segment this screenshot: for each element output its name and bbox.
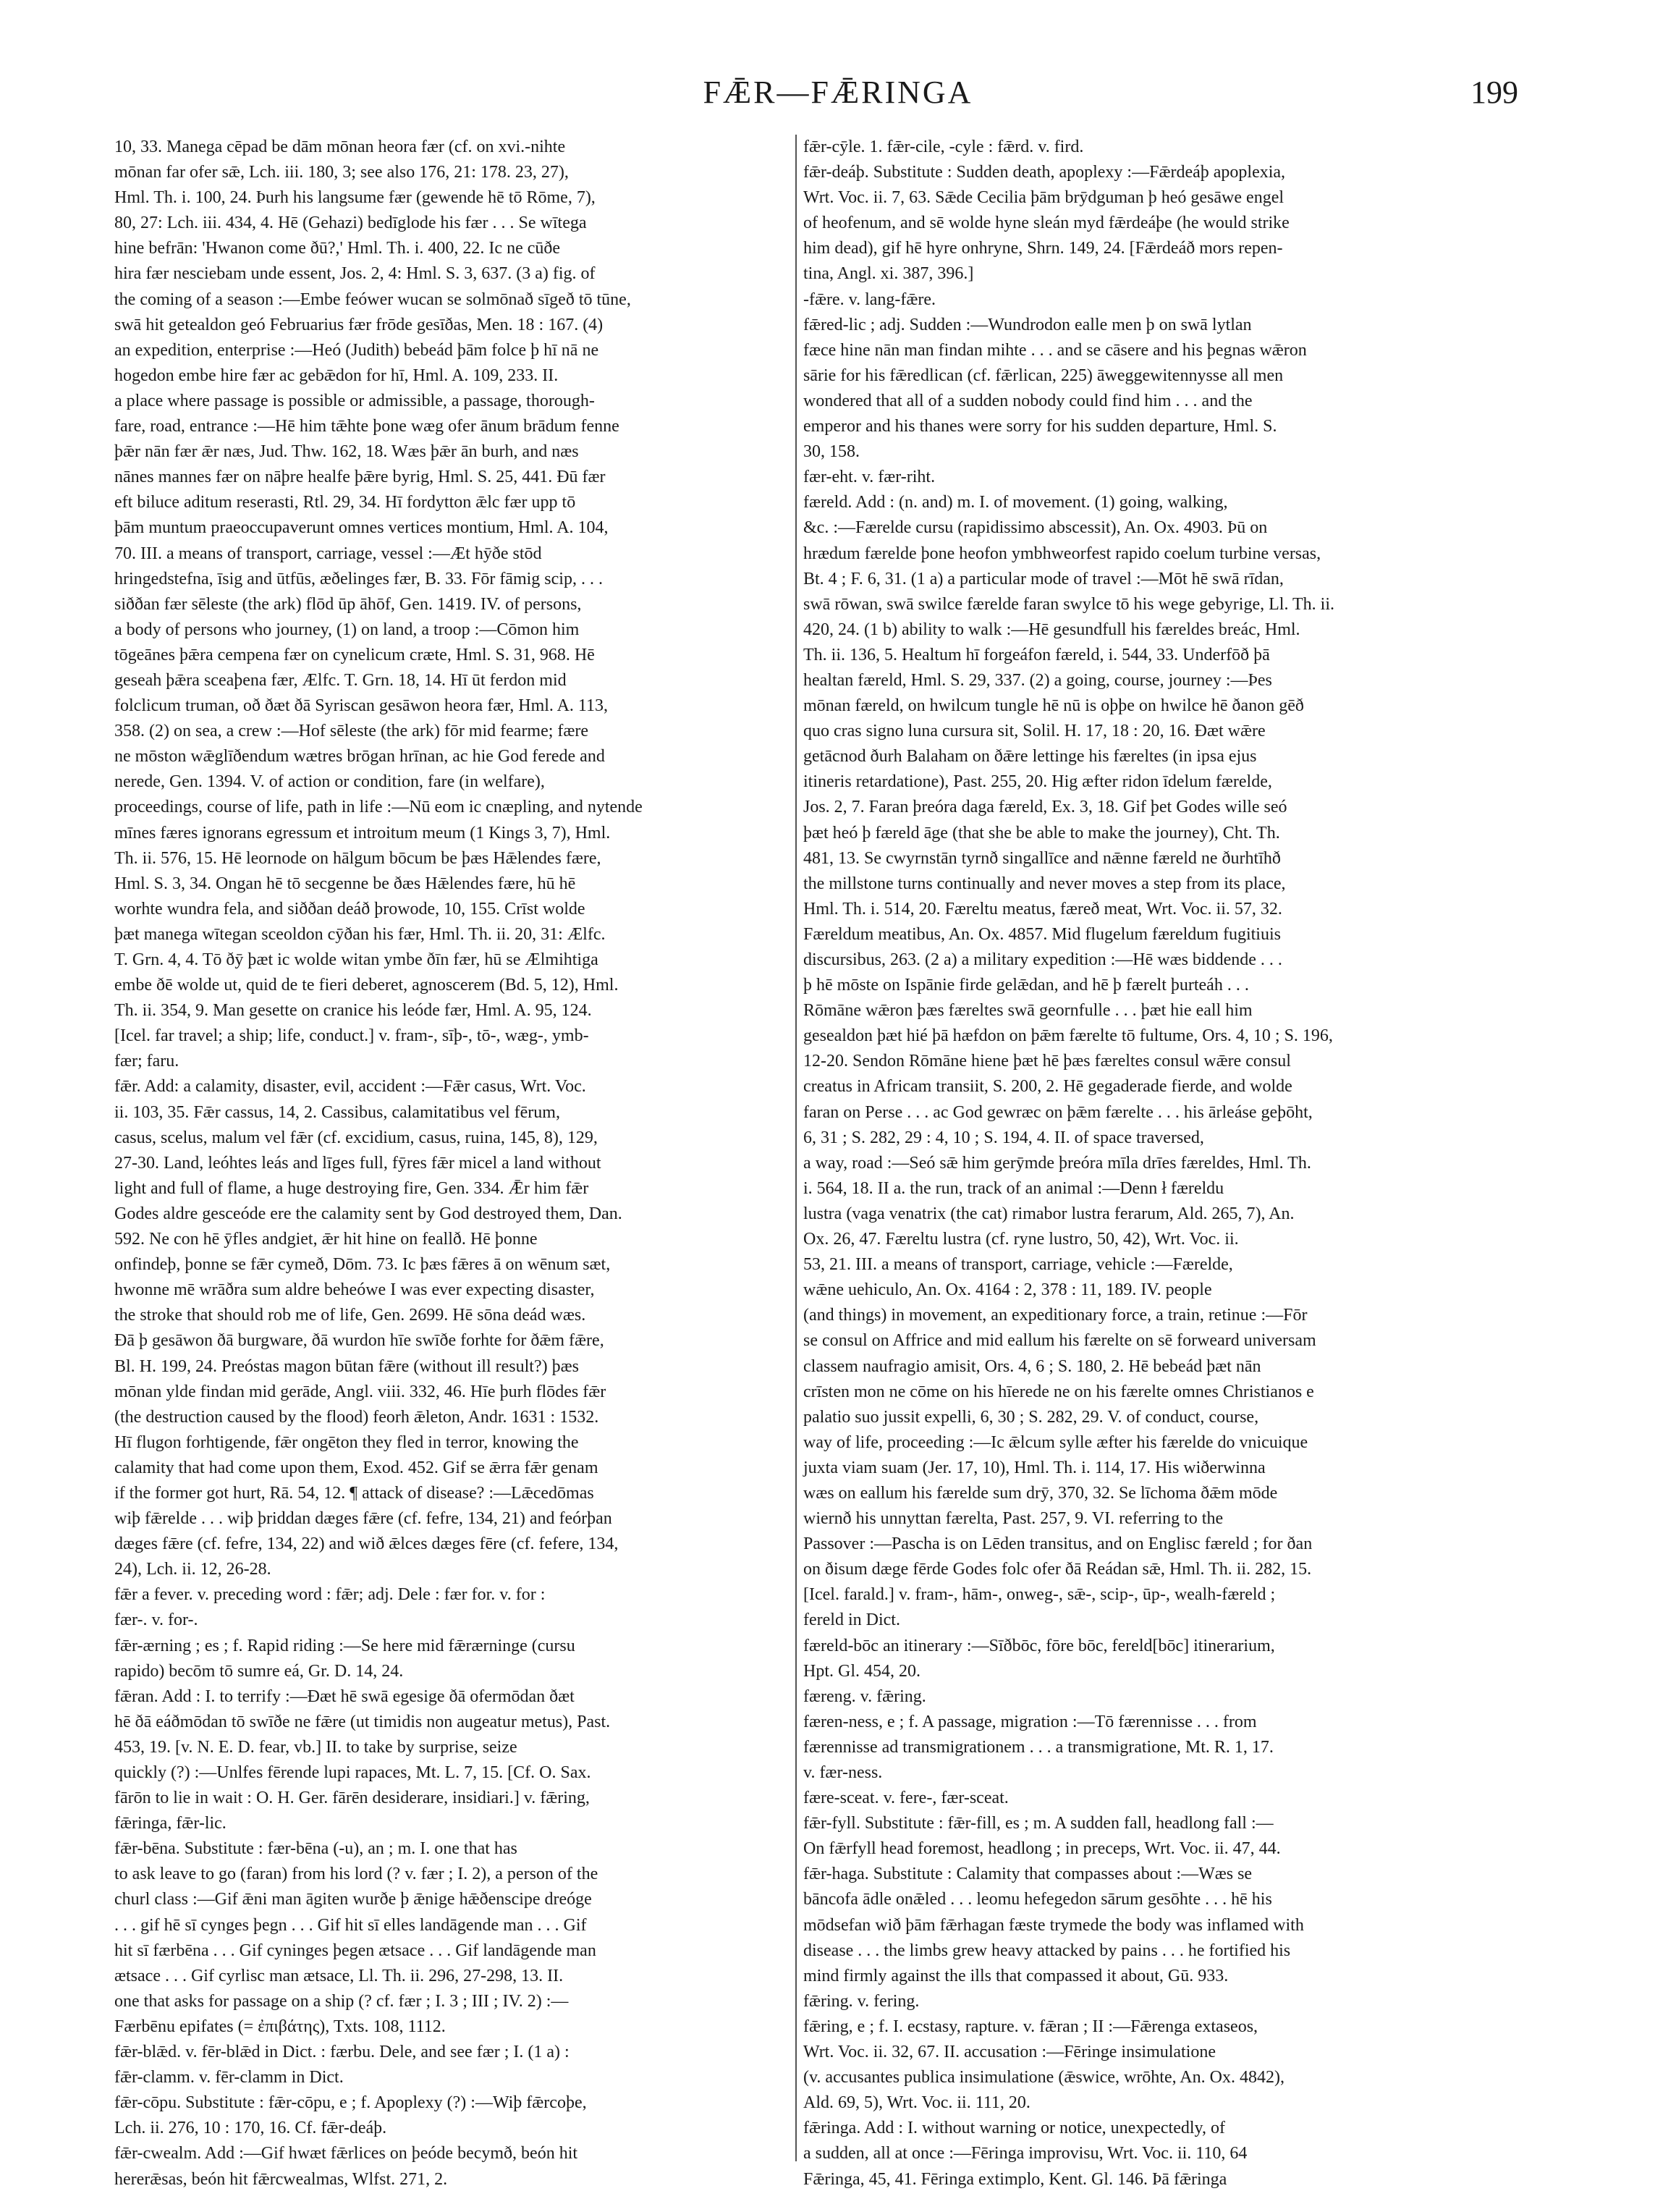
text-line: Wrt. Voc. ii. 32, 67. II. accusation :—Fēringe insimulatione [803,2043,1216,2062]
text-line: way of life, proceeding :—Ic ǣlcum sylle æfter his færelde do vnicuique [803,1432,1308,1452]
text-line: a body of persons who journey, (1) on land, a troop :—Cōmon him [114,620,580,639]
text-line: Bl. H. 199, 24. Preóstas magon būtan fǣre (without ill result?) þæs [114,1356,579,1376]
text-line: fārōn to lie in wait : O. H. Ger. fārēn desiderare, insidiari.] v. fǣring, [114,1789,590,1808]
text-line: . . . gif hē sī cynges þegn . . . Gif hit sī elles landāgende man . . . Gif [114,1915,587,1935]
text-line: wiþ fǣrelde . . . wiþ þriddan dæges fǣre (cf. fefre, 134, 21) and feórþan [114,1509,612,1529]
text-line: churl class :—Gif ǣni man āgiten wurðe þ ǣnige hǣðenscipe dreóge [114,1890,592,1909]
text-line: 10, 33. Manega cēpad be dām mōnan heora fær (cf. on xvi.-nihte [114,138,566,156]
text-line: -fǣre. v. lang-fǣre. [803,290,936,309]
text-line: Ox. 26, 47. Færeltu lustra (cf. ryne lustro, 50, 42), Wrt. Voc. ii. [803,1230,1239,1249]
text-line: fǣran. Add : I. to terrify :—Ðæt hē swā egesige ðā ofermōdan ðæt [114,1687,575,1706]
text-line: healtan færeld, Hml. S. 29, 337. (2) a going, course, journey :—Þes [803,670,1272,690]
text-line: hira fær nesciebam unde essent, Jos. 2, 4: Hml. S. 3, 637. (3 a) fig. of [114,264,596,284]
text-line: juxta viam suam (Jer. 17, 10), Hml. Th. i. 114, 17. His wiðerwinna [803,1458,1266,1477]
text-line: folclicum truman, oð ðæt ðā Syriscan gesāwon heora fær, Hml. A. 113, [114,696,609,716]
text-line: tōgeānes þǣra cempena fær on cynelicum cræte, Hml. S. 31, 968. Hē [114,645,595,664]
text-line: classem naufragio amisit, Ors. 4, 6 ; S. 180, 2. Hē bebeád þæt nān [803,1356,1261,1376]
text-line: se consul on Affrice and mid eallum his færelte on sē forweard universam [803,1331,1316,1351]
text-line: a place where passage is possible or admissible, a passage, thorough- [114,391,595,410]
text-line: itineris retardatione), Past. 255, 20. Hig æfter ridon īdelum færelde, [803,772,1272,792]
text-line: fær; faru. [114,1052,179,1071]
text-line: fǣr-haga. Substitute : Calamity that compasses about :—Wæs se [803,1865,1253,1884]
text-line: Lch. ii. 276, 10 : 170, 16. Cf. fǣr-deáþ. [114,2119,387,2138]
text-line: fǣring. v. fering. [803,1991,920,2011]
text-line: Hml. S. 3, 34. Ongan hē tō secgenne be ðæs Hǣlendes fære, hū hē [114,874,576,893]
text-line: fǣr-cōpu. Substitute : fǣr-cōpu, e ; f. Apoplexy (?) :—Wiþ fǣrcoþe, [114,2093,587,2113]
text-line: embe ðē wolde ut, quid de te fieri deberet, agnoscerem (Bd. 5, 12), Hml. [114,976,619,995]
text-line: a way, road :—Seó sǣ him gerȳmde þreóra mīla drīes færeldes, Hml. Th. [803,1153,1311,1173]
text-line: mīnes færes ignorans egressum et introitum meum (1 Kings 3, 7), Hml. [114,823,611,843]
text-line: of heofenum, and sē wolde hyne sleán myd fǣrdeáþe (he would strike [803,214,1290,233]
text-line: the millstone turns continually and never moves a step from its place, [803,874,1286,893]
text-line: hringedstefna, īsig and ūtfūs, æðelinges fær, B. 33. Fōr fāmig scip, . . . [114,569,603,588]
right-column [803,135,1527,2189]
text-line: getācnod ðurh Balaham on ðǣre lettinge his færeltes (in ipsa ejus [803,747,1257,767]
text-line: ne mōston wǣglīðendum wætres brōgan hrīnan, ac hie God ferede and [114,747,605,767]
text-line: færeld. Add : (n. and) m. I. of movement. (1) going, walking, [803,493,1228,512]
text-line: Hml. Th. i. 514, 20. Færeltu meatus, færeð meat, Wrt. Voc. ii. 57, 32. [803,899,1282,919]
text-line: 420, 24. (1 b) ability to walk :—Hē gesundfull his færeldes breác, Hml. [803,620,1300,639]
text-line: one that asks for passage on a ship (? cf. fær ; I. 3 ; III ; IV. 2) :— [114,1991,569,2011]
text-line: (v. accusantes publica insimulatione (ǣswice, wrōhte, An. Ox. 4842), [803,2068,1284,2088]
text-line: swā hit getealdon geó Februarius fær frōde gesīðas, Men. 18 : 167. (4) [114,315,604,334]
text-line: sārie for his fǣredlican (cf. fǣrlican, 225) āweggewitennysse all men [803,366,1284,385]
text-line: the coming of a season :—Embe feówer wucan se solmōnað sīgeð tō tūne, [114,290,631,309]
text-line: fǣr-clamm. v. fēr-clamm in Dict. [114,2068,344,2088]
text-line: 592. Ne con hē ȳfles andgiet, ǣr hit hine on feallð. Hē þonne [114,1230,538,1249]
text-line: Rōmāne wǣron þæs færeltes swā geornfulle . . . þæt hie eall him [803,1001,1253,1021]
text-line: 12-20. Sendon Rōmāne hiene þæt hē þæs færeltes consul wǣre consul [803,1052,1291,1071]
text-line: ætsace . . . Gif cyrlisc man ætsace, Ll. Th. ii. 296, 27-298, 13. II. [114,1966,564,1985]
text-line: hrædum færelde þone heofon ymbhweorfest rapido coelum turbine versas, [803,544,1321,563]
text-line: Bt. 4 ; F. 6, 31. (1 a) a particular mode of travel :—Mōt hē swā rīdan, [803,569,1284,588]
text-line: 30, 158. [803,442,860,462]
text-line: Hpt. Gl. 454, 20. [803,1661,920,1681]
text-line: if the former got hurt, Rā. 54, 12. ¶ attack of disease? :—Lǣcedōmas [114,1483,594,1503]
text-line: quo cras signo luna cursura sit, Solil. H. 17, 18 : 20, 16. Ðæt wǣre [803,722,1266,741]
text-line: þām muntum praeoccupaverunt omnes vertices montium, Hml. A. 104, [114,518,609,538]
text-line: fǣr-ærning ; es ; f. Rapid riding :—Se here mid fǣrærninge (cursu [114,1636,575,1655]
running-title: FǢR—FǢRINGA [703,75,973,110]
text-line: 358. (2) on sea, a crew :—Hof sēleste (the ark) fōr mid fearme; fære [114,722,589,741]
text-line: v. fær-ness. [803,1763,883,1782]
text-line: 481, 13. Se cwyrnstān tyrnð singallīce and nǣnne færeld ne ðurhtīhð [803,848,1281,868]
text-line: Th. ii. 354, 9. Man gesette on cranice his leóde fær, Hml. A. 95, 124. [114,1001,592,1021]
text-line: nānes mannes fær on nāþre healfe þǣre byrig, Hml. S. 25, 441. Ðū fær [114,468,606,487]
text-line: creatus in Africam transiit, S. 200, 2. Hē gegaderade fierde, and wolde [803,1077,1292,1097]
text-line: fare, road, entrance :—Hē him tǣhte þone wæg ofer ānum brādum fenne [114,417,619,436]
text-line: fǣringa, fǣr-lic. [114,1814,227,1833]
text-line: geseah þǣra sceaþena fær, Ælfc. T. Grn. 18, 14. Hī ūt ferdon mid [114,670,567,690]
text-line: hwonne mē wrāðra sum aldre beheówe I was ever expecting disaster, [114,1280,595,1300]
text-line: (the destruction caused by the flood) feorh ǣleton, Andr. 1631 : 1532. [114,1407,599,1427]
text-line: fǣr-cȳle. 1. fǣr-cile, -cyle : fǣrd. v. fird. [803,138,1084,156]
text-line: fǣred-lic ; adj. Sudden :—Wundrodon ealle men þ on swā lytlan [803,315,1252,334]
text-line: fǣr-deáþ. Substitute : Sudden death, apoplexy :—Fǣrdeáþ apoplexia, [803,163,1286,182]
text-line: tina, Angl. xi. 387, 396.] [803,264,974,284]
text-line: færennisse ad transmigrationem . . . a transmigratione, Mt. R. 1, 17. [803,1737,1274,1757]
text-line: fereld in Dict. [803,1611,900,1630]
text-line: mōnan far ofer sǣ, Lch. iii. 180, 3; see also 176, 21: 178. 23, 27), [114,163,569,182]
text-line: on ðisum dæge fērde Godes folc ofer ðā Reádan sǣ, Hml. Th. ii. 282, 15. [803,1560,1312,1579]
text-line: wondered that all of a sudden nobody could find him . . . and the [803,391,1253,410]
running-head [0,74,1676,117]
text-line: onfindeþ, þonne se fǣr cymeð, Dōm. 73. Ic þæs fǣres ā on wēnum sæt, [114,1255,611,1275]
text-line: light and full of flame, a huge destroying fire, Gen. 334. Ǣr him fǣr [114,1178,589,1198]
text-line: worhte wundra fela, and siððan deáð þrowode, 10, 155. Crīst wolde [114,899,585,919]
text-line: mōnan færeld, on hwilcum tungle hē nū is oþþe on hwilce hē ðanon gēð [803,696,1304,716]
page-number: 199 [1470,75,1518,110]
text-line: þæt heó þ færeld āge (that she be able to make the journey), Cht. Th. [803,823,1280,843]
text-line: 453, 19. [v. N. E. D. fear, vb.] II. to take by surprise, seize [114,1737,517,1757]
text-line: fære-sceat. v. fere-, fær-sceat. [803,1789,1009,1808]
text-line: mōnan ylde findan mid gerāde, Angl. viii. 332, 46. Hīe þurh flōdes fǣr [114,1382,606,1401]
text-line: a sudden, all at once :—Fēringa improvisu, Wrt. Voc. ii. 110, 64 [803,2144,1248,2164]
text-line: nerede, Gen. 1394. V. of action or condition, fare (in welfare), [114,772,545,792]
text-line: Jos. 2, 7. Faran þreóra daga færeld, Ex. 3, 18. Gif þet Godes wille seó [803,798,1287,817]
text-line: Ðā þ gesāwon ðā burgware, ðā wurdon hīe swīðe forhte for ðǣm fǣre, [114,1331,604,1351]
text-line: discursibus, 263. (2 a) a military expedition :—Hē wæs biddende . . . [803,950,1282,969]
text-line: Fǣringa, 45, 41. Fēringa extimplo, Kent. Gl. 146. Þā fǣringa [803,2169,1227,2189]
text-line: fær-eht. v. fær-riht. [803,468,936,487]
text-line: casus, scelus, malum vel fǣr (cf. excidium, casus, ruina, 145, 8), 129, [114,1128,598,1147]
text-line: eft biluce aditum reserasti, Rtl. 29, 34. Hī fordytton ǣlc fær upp tō [114,493,576,512]
text-line: ii. 103, 35. Fǣr cassus, 14, 2. Cassibus, calamitatibus vel fērum, [114,1102,560,1122]
text-line: fær-. v. for-. [114,1611,198,1630]
text-line: Passover :—Pascha is on Lēden transitus, and on Englisc færeld ; for ðan [803,1535,1313,1554]
text-line: (and things) in movement, an expeditionary force, a train, retinue :—Fōr [803,1306,1308,1325]
text-line: him dead), gif hē hyre onhryne, Shrn. 149, 24. [Fǣrdeáð mors repen- [803,239,1283,258]
text-line: þæt manega wītegan sceoldon cȳðan his fær, Hml. Th. ii. 20, 31: Ælfc. [114,924,606,944]
text-line: þǣr nān fær ǣr næs, Jud. Thw. 162, 18. Wæs þǣr ān burh, and næs [114,442,579,462]
text-line: wiernð his unnyttan færelta, Past. 257, 9. VI. referring to the [803,1509,1224,1529]
text-line: 53, 21. III. a means of transport, carriage, vehicle :—Færelde, [803,1255,1233,1275]
text-line: Wrt. Voc. ii. 7, 63. Sǣde Cecilia þām brȳdguman þ heó gesāwe engel [803,188,1284,208]
text-line: Th. ii. 136, 5. Healtum hī forgeáfon færeld, i. 544, 33. Underfōð þā [803,645,1270,664]
text-line: crīsten mon ne cōme on his hīerede ne on his færelte omnes Christianos e [803,1382,1314,1401]
text-line: to ask leave to go (faran) from his lord (? v. fær ; I. 2), a person of the [114,1865,598,1884]
text-line: On fǣrfyll head foremost, headlong ; in preceps, Wrt. Voc. ii. 47, 44. [803,1839,1281,1859]
text-line: Færeldum meatibus, An. Ox. 4857. Mid flugelum færeldum fugitiuis [803,924,1281,944]
text-line: fæce hine nān man findan mihte . . . and se cāsere and his þegnas wǣron [803,340,1307,360]
text-line: disease . . . the limbs grew heavy attacked by pains . . . he fortified his [803,1941,1291,1960]
text-line: swā rōwan, swā swilce færelde faran swylce tō his wege gebyrige, Ll. Th. ii. [803,594,1335,614]
text-line: hē ðā eáðmōdan tō swīðe ne fǣre (ut timidis non augeatur metus), Past. [114,1712,611,1731]
text-line: færeld-bōc an itinerary :—Sīðbōc, fōre bōc, fereld[bōc] itinerarium, [803,1636,1275,1655]
text-line: lustra (vaga venatrix (the cat) rimabor lustra ferarum, Ald. 265, 7), An. [803,1204,1295,1223]
text-line: fǣr-bēna. Substitute : fær-bēna (-u), an ; m. I. one that has [114,1839,517,1859]
text-line: fǣr-cwealm. Add :—Gif hwæt fǣrlices on þeóde becymð, beón hit [114,2144,578,2164]
text-line: fǣringa. Add : I. without warning or notice, unexpectedly, of [803,2119,1225,2138]
text-line: færeng. v. fǣring. [803,1687,926,1706]
text-line: færen-ness, e ; f. A passage, migration :—Tō færennisse . . . from [803,1712,1257,1731]
text-line: quickly (?) :—Unlfes fērende lupi rapaces, Mt. L. 7, 15. [Cf. O. Sax. [114,1763,591,1782]
left-column [114,135,838,2189]
text-line: emperor and his thanes were sorry for his sudden departure, Hml. S. [803,417,1277,436]
text-line: wǣne uehiculo, An. Ox. 4164 : 2, 378 : 11, 189. IV. people [803,1280,1212,1300]
text-line: i. 564, 18. II a. the run, track of an animal :—Denn ł færeldu [803,1178,1224,1198]
text-line: hit sī færbēna . . . Gif cyninges þegen ætsace . . . Gif landāgende man [114,1941,596,1960]
text-line: Hml. Th. i. 100, 24. Þurh his langsume fær (gewende hē tō Rōme, 7), [114,188,596,208]
text-line: Færbēnu epifates (= ἐπιβάτης), Txts. 108, 1112. [114,2017,446,2036]
text-line: 27-30. Land, leóhtes leás and līges full, fȳres fǣr micel a land without [114,1153,601,1173]
text-line: mind firmly against the ills that compassed it about, Gū. 933. [803,1966,1229,1985]
text-line: &c. :—Færelde cursu (rapidissimo abscessit), An. Ox. 4903. Þū on [803,518,1268,538]
text-line: 70. III. a means of transport, carriage, vessel :—Æt hȳðe stōd [114,544,542,563]
text-line: palatio suo jussit expelli, 6, 30 ; S. 282, 29. V. of conduct, course, [803,1407,1259,1427]
text-line: calamity that had come upon them, Exod. 452. Gif se ǣrra fǣr genam [114,1458,598,1477]
text-line: hine befrān: 'Hwanon come ðū?,' Hml. Th. i. 400, 22. Ic ne cūðe [114,239,561,258]
text-line: þ hē mōste on Ispānie firde gelǣdan, and hē þ færelt þurteáh . . . [803,976,1249,995]
text-line: Hī flugon forhtigende, fǣr ongēton they fled in terror, knowing the [114,1432,579,1452]
column-divider [795,135,797,2161]
text-line: fǣring, e ; f. I. ecstasy, rapture. v. fǣran ; II :—Fǣrenga extaseos, [803,2017,1258,2036]
text-line: fǣr. Add: a calamity, disaster, evil, accident :—Fǣr casus, Wrt. Voc. [114,1077,586,1097]
text-line: [Icel. farald.] v. fram-, hām-, onweg-, sǣ-, scip-, ūp-, wealh-færeld ; [803,1585,1276,1605]
text-line: gesealdon þæt hié þā hæfdon on þǣm færelte tō fultume, Ors. 4, 10 ; S. 196, [803,1026,1333,1046]
text-line: bāncofa ādle onǣled . . . leomu hefegedon sārum gesōhte . . . hē his [803,1890,1272,1909]
text-line: fǣr-fyll. Substitute : fǣr-fill, es ; m. A sudden fall, headlong fall :— [803,1814,1274,1833]
text-line: rapido) becōm tō sumre eá, Gr. D. 14, 24. [114,1661,404,1681]
text-line: proceedings, course of life, path in life :—Nū eom ic cnæpling, and nytende [114,798,643,817]
text-line: Ald. 69, 5), Wrt. Voc. ii. 111, 20. [803,2093,1030,2113]
text-line: the stroke that should rob me of life, Gen. 2699. Hē sōna deád wæs. [114,1306,586,1325]
text-line: 24), Lch. ii. 12, 26-28. [114,1560,271,1579]
text-line: 80, 27: Lch. iii. 434, 4. Hē (Gehazi) bedīglode his fær . . . Se wītega [114,214,587,233]
text-line: fǣr a fever. v. preceding word : fǣr; adj. Dele : fær for. v. for : [114,1585,546,1605]
text-line: siððan fær sēleste (the ark) flōd ūp āhōf, Gen. 1419. IV. of persons, [114,594,582,614]
text-line: Godes aldre gesceóde ere the calamity sent by God destroyed them, Dan. [114,1204,622,1223]
text-line: 6, 31 ; S. 282, 29 : 4, 10 ; S. 194, 4. II. of space traversed, [803,1128,1204,1147]
text-line: hererǣsas, beón hit fǣrcwealmas, Wlfst. 271, 2. [114,2169,448,2189]
text-line: hogedon embe hire fær ac gebǣdon for hī, Hml. A. 109, 233. II. [114,366,559,385]
text-line: dæges fǣre (cf. fefre, 134, 22) and wið ǣlces dæges fēre (cf. fefere, 134, [114,1535,619,1554]
text-line: faran on Perse . . . ac God gewræc on þǣm færelte . . . his ārleáse geþōht, [803,1102,1313,1122]
text-line: [Icel. far travel; a ship; life, conduct.] v. fram-, sīþ-, tō-, wæg-, ymb- [114,1026,589,1046]
text-line: Th. ii. 576, 15. Hē leornode on hālgum bōcum be þæs Hǣlendes fære, [114,848,601,868]
text-line: an expedition, enterprise :—Heó (Judith) bebeád þām folce þ hī nā ne [114,340,599,360]
text-line: fǣr-blǣd. v. fēr-blǣd in Dict. : færbu. Dele, and see fær ; I. (1 a) : [114,2043,570,2062]
text-line: T. Grn. 4, 4. Tō ðȳ þæt ic wolde witan ymbe ðīn fær, hū se Ælmihtiga [114,950,598,969]
text-line: wæs on eallum his færelde sum drȳ, 370, 32. Se līchoma ðǣm mōde [803,1483,1278,1503]
text-line: mōdsefan wið þām fǣrhagan fæste trymede the body was inflamed with [803,1915,1304,1935]
